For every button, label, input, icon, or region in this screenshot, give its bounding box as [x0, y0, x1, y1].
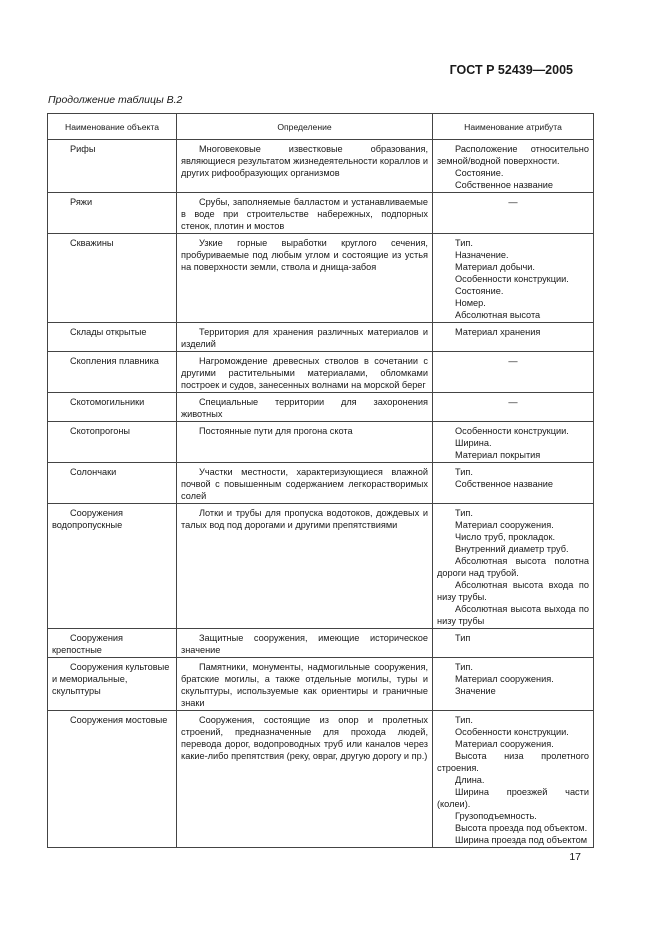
object-name: Скотомогильники — [70, 397, 145, 407]
attribute-item: Тип. — [455, 662, 473, 672]
attribute-item: Материал сооружения. — [455, 739, 554, 749]
object-name: Сооружения крепостные — [52, 633, 123, 655]
attribute-item: Состояние. — [455, 286, 504, 296]
table-caption: Продолжение таблицы В.2 — [48, 94, 183, 106]
attribute-item: Особенности конструкции. — [455, 274, 569, 284]
attribute-item: Особенности конструкции. — [455, 426, 569, 436]
table-row — [48, 193, 594, 234]
attribute-item: Тип — [455, 633, 471, 643]
attributes-cell — [433, 393, 594, 422]
attribute-item: Высота проезда под объектом. — [455, 823, 588, 833]
attribute-item: Материал сооружения. — [455, 520, 554, 530]
attribute-item: Тип. — [455, 715, 473, 725]
attribute-item: Абсолютная высота — [455, 310, 541, 320]
attribute-item: Абсолютная высота выхода по низу трубы — [437, 604, 589, 626]
column-header-definition: Определение — [177, 114, 433, 140]
attribute-item: Тип. — [455, 508, 473, 518]
attributes-cell — [433, 422, 594, 463]
table-row — [48, 393, 594, 422]
definition-text: Памятники, монументы, надмогильные сооружения, братские могилы, а также отдельные могилы, туры и скульптуры, используемые как ориентиры и граничные знаки — [181, 662, 428, 708]
table-header-row — [48, 114, 594, 140]
object-name-cell — [48, 504, 177, 629]
attributes-cell — [433, 140, 594, 193]
definition-text: Многовековые известковые образования, являющиеся результатом жизнедеятельности кораллов и других рифообразующих организмов — [181, 144, 428, 178]
object-name: Ряжи — [70, 197, 93, 207]
attribute-item: Состояние. — [455, 168, 504, 178]
definition-text: Постоянные пути для прогона скота — [199, 426, 353, 436]
attributes-cell — [433, 234, 594, 323]
definition-text: Нагромождение древесных стволов в сочетании с другими растительными материалами, обломками построек и судов, занесенных волнами на морской берег — [181, 356, 428, 390]
definitions-table — [47, 113, 594, 848]
attribute-item: Особенности конструкции. — [455, 727, 569, 737]
attribute-item: Назначение. — [455, 250, 509, 260]
object-name: Сооружения водопропускные — [52, 508, 123, 530]
definition-cell — [177, 234, 433, 323]
attribute-item: Расположение относительно земной/водной поверхности. — [437, 144, 589, 166]
attributes-cell — [433, 711, 594, 848]
object-name: Сооружения культовые и мемориальные, скульптуры — [52, 662, 170, 696]
definition-cell — [177, 193, 433, 234]
document-id: ГОСТ Р 52439—2005 — [449, 63, 573, 77]
attribute-item: Число труб, прокладок. — [455, 532, 556, 542]
attribute-item: Внутренний диаметр труб. — [455, 544, 569, 554]
object-name-cell — [48, 629, 177, 658]
attributes-cell — [433, 193, 594, 234]
object-name: Рифы — [70, 144, 96, 154]
definition-text: Специальные территории для захоронения животных — [181, 397, 428, 419]
attribute-item: Значение — [455, 686, 496, 696]
definition-text: Лотки и трубы для пропуска водотоков, дождевых и талых вод под дорогами и другими препятствиями — [181, 508, 428, 530]
definition-cell — [177, 658, 433, 711]
object-name-cell — [48, 711, 177, 848]
attribute-item: Материал добычи. — [455, 262, 535, 272]
attributes-cell — [433, 323, 594, 352]
attribute-item: Тип. — [455, 467, 473, 477]
definition-cell — [177, 463, 433, 504]
definition-text: Срубы, заполняемые балластом и устанавливаемые в воде при строительстве набережных, подпорных стенок, плотин и мостов — [181, 197, 428, 231]
attribute-item: Высота низа пролетного строения. — [437, 751, 589, 773]
attributes-cell — [433, 504, 594, 629]
object-name-cell — [48, 463, 177, 504]
object-name-cell — [48, 234, 177, 323]
attributes-cell — [433, 463, 594, 504]
object-name: Склады открытые — [70, 327, 147, 337]
object-name-cell — [48, 393, 177, 422]
definition-text: Защитные сооружения, имеющие историческое значение — [181, 633, 428, 655]
attributes-cell — [433, 352, 594, 393]
attribute-item: Тип. — [455, 238, 473, 248]
definition-cell — [177, 504, 433, 629]
table-row — [48, 323, 594, 352]
attributes-cell — [433, 658, 594, 711]
object-name-cell — [48, 352, 177, 393]
table-row — [48, 352, 594, 393]
object-name: Скопления плавника — [70, 356, 159, 366]
object-name: Скважины — [70, 238, 114, 248]
object-name-cell — [48, 140, 177, 193]
attribute-item: Абсолютная высота полотна дороги над трубой. — [437, 556, 589, 578]
object-name: Сооружения мостовые — [70, 715, 168, 725]
definition-cell — [177, 629, 433, 658]
definition-cell — [177, 422, 433, 463]
attribute-item: Материал хранения — [455, 327, 541, 337]
definition-text: Территория для хранения различных материалов и изделий — [181, 327, 428, 349]
object-name-cell — [48, 193, 177, 234]
object-name: Солончаки — [70, 467, 117, 477]
definition-text: Участки местности, характеризующиеся влажной почвой с повышенным содержанием легкорастворимых солей — [181, 467, 428, 501]
object-name-cell — [48, 323, 177, 352]
column-header-attribute-name: Наименование атрибута — [433, 114, 594, 140]
table-row — [48, 658, 594, 711]
attribute-item: Длина. — [455, 775, 485, 785]
column-header-object-name: Наименование объекта — [48, 114, 177, 140]
definition-cell — [177, 393, 433, 422]
object-name-cell — [48, 422, 177, 463]
table-row — [48, 422, 594, 463]
object-name: Скотопрогоны — [70, 426, 131, 436]
attribute-item: — — [508, 397, 518, 407]
definition-cell — [177, 323, 433, 352]
table-row — [48, 629, 594, 658]
attribute-item: Абсолютная высота входа по низу трубы. — [437, 580, 589, 602]
definition-text: Узкие горные выработки круглого сечения, пробуриваемые под любым углом и состоящие из устья на поверхности земли, ствола и днища-забоя — [181, 238, 428, 272]
attribute-item: Материал покрытия — [455, 450, 541, 460]
attribute-item: Номер. — [455, 298, 486, 308]
table-row — [48, 234, 594, 323]
definition-text: Сооружения, состоящие из опор и пролетных строений, предназначенные для прохода людей, перевода дорог, водопроводных труб или каналов через какие-либо препятствия (реку, овраг, другую дорогу и пр.) — [181, 715, 428, 761]
table-row — [48, 504, 594, 629]
definition-cell — [177, 352, 433, 393]
table-row — [48, 463, 594, 504]
attributes-cell — [433, 629, 594, 658]
definition-cell — [177, 711, 433, 848]
attribute-item: Собственное название — [455, 479, 554, 489]
attribute-item: — — [508, 356, 518, 366]
attribute-item: Ширина проезда под объектом — [455, 835, 588, 845]
attribute-item: — — [508, 197, 518, 207]
table-row — [48, 140, 594, 193]
attribute-item: Собственное название — [455, 180, 554, 190]
attribute-item: Ширина проезжей части (колеи). — [437, 787, 589, 809]
table-row — [48, 711, 594, 848]
object-name-cell — [48, 658, 177, 711]
page-number: 17 — [569, 851, 581, 863]
definition-cell — [177, 140, 433, 193]
attribute-item: Материал сооружения. — [455, 674, 554, 684]
attribute-item: Грузоподъемность. — [455, 811, 537, 821]
attribute-item: Ширина. — [455, 438, 492, 448]
